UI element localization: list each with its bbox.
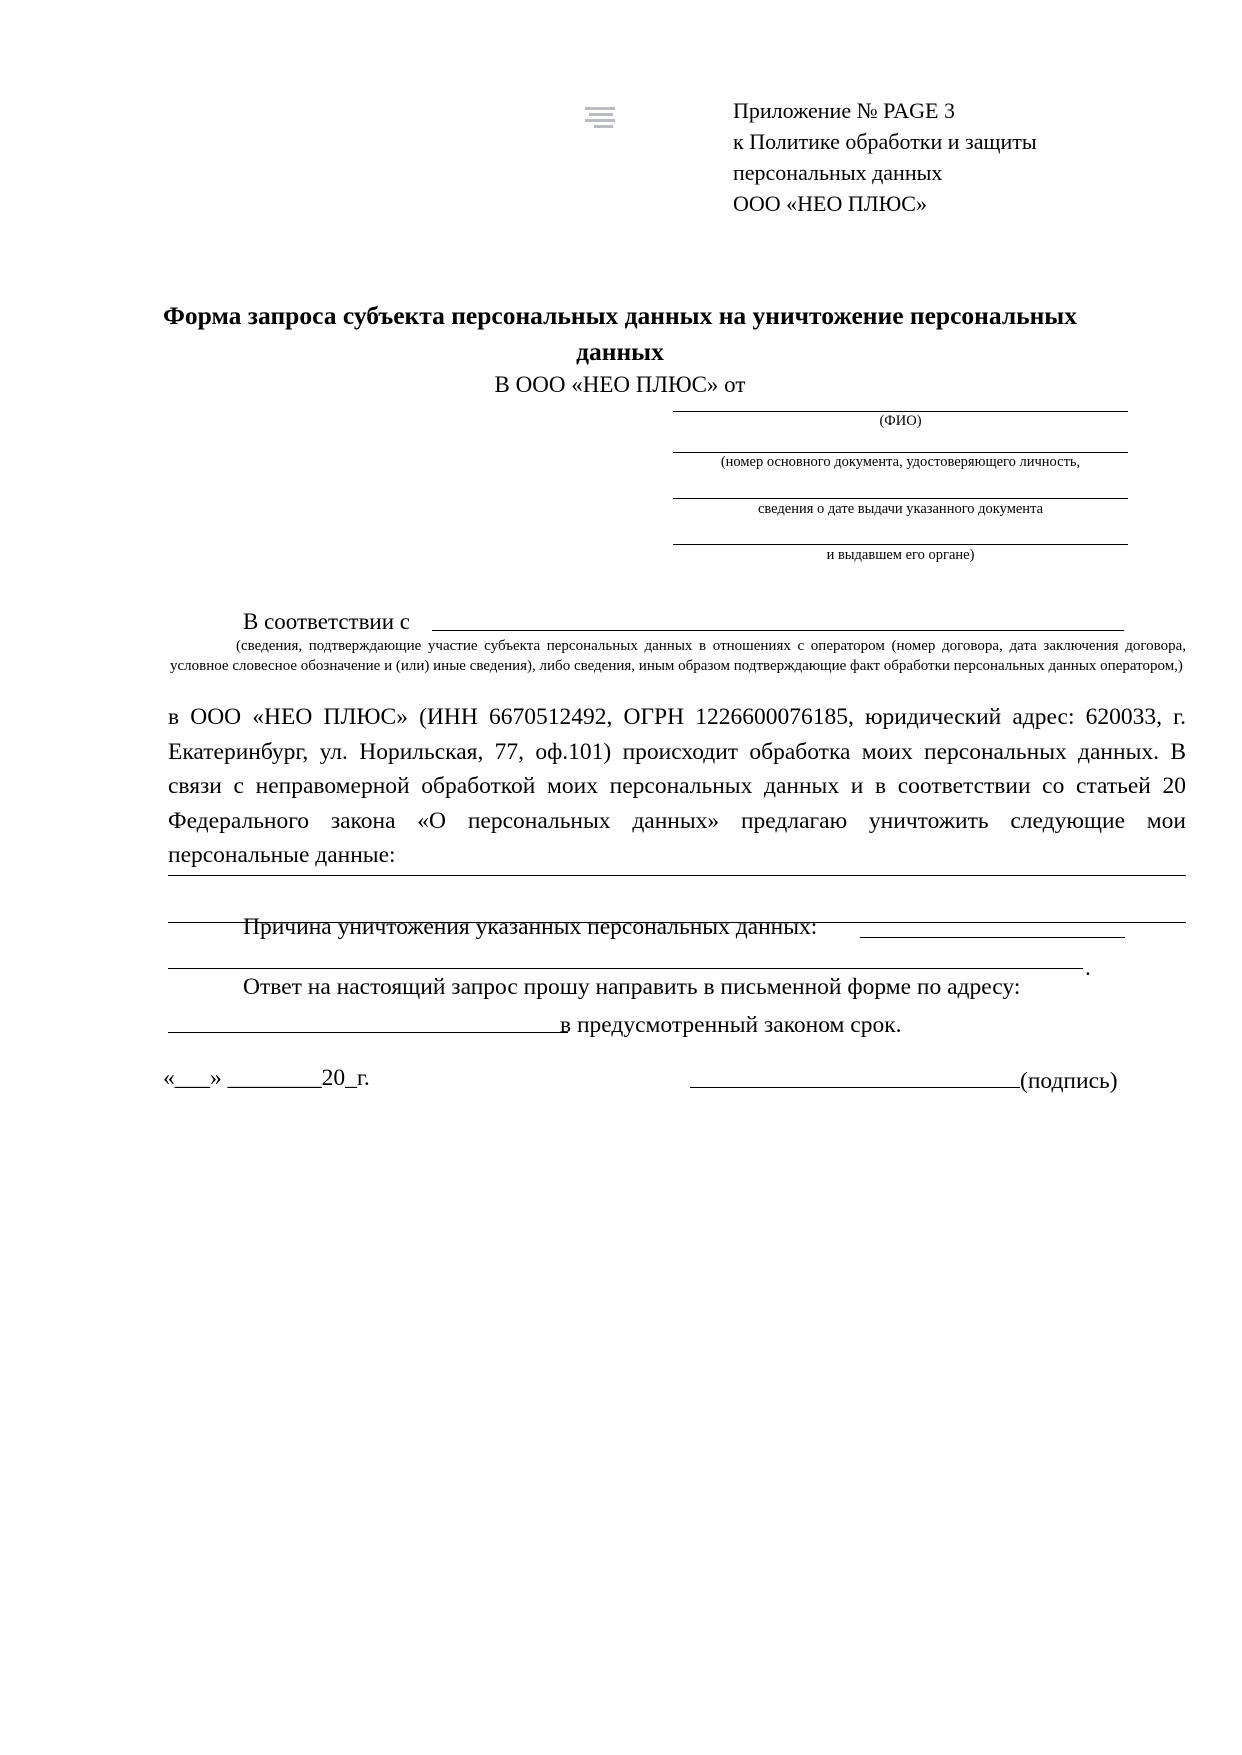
reason-label: Причина уничтожения указанных персональных данных: xyxy=(243,914,818,940)
address-field-rule[interactable] xyxy=(168,1032,568,1033)
in-accordance-label: В соответствии с xyxy=(243,609,411,634)
in-accordance-field-rule[interactable] xyxy=(432,630,1124,631)
header-line-3: персональных данных xyxy=(733,160,943,185)
paragraph-mark-icon xyxy=(585,107,619,133)
header-line-2: к Политике обработки и защиты xyxy=(733,129,1037,154)
header-line-1: Приложение № PAGE 3 xyxy=(733,98,955,123)
reason-end-dot: . xyxy=(1085,955,1091,981)
doc-issuer-field-rule[interactable] xyxy=(673,544,1128,545)
personal-data-line-1[interactable] xyxy=(168,875,1186,876)
note-text-value: (сведения, подтверждающие участие субъекта персональных данных в отношениях с оператором (номер договора, дата заключения договора, условное словесное обозначение и (или) иные сведения), либо сведения, иным образом подтверждающие факт обработки персональных данных оператором,) xyxy=(170,638,1186,674)
signature-rule[interactable] xyxy=(690,1065,1020,1088)
addressee-label: В ООО «НЕО ПЛЮС» от xyxy=(494,372,746,397)
header-text-block xyxy=(733,95,1193,219)
doc-number-caption: (номер основного документа, удостоверяющего личность, xyxy=(720,454,1081,470)
page-title: Форма запроса субъекта персональных данных на уничтожение персональных данных xyxy=(163,301,1077,366)
date-label[interactable]: «___» ________20_г. xyxy=(163,1065,370,1091)
doc-date-field-rule[interactable] xyxy=(673,498,1128,499)
signature-label: (подпись) xyxy=(1020,1068,1118,1094)
term-label: в предусмотренный законом срок. xyxy=(560,1012,902,1038)
answer-label: Ответ на настоящий запрос прошу направить в письменной форме по адресу: xyxy=(243,974,1021,1000)
note-text xyxy=(170,637,1186,676)
doc-issuer-caption: и выдавшем его органе) xyxy=(826,547,975,563)
doc-date-caption: сведения о дате выдачи указанного документа xyxy=(757,501,1044,517)
signature-row[interactable] xyxy=(690,1065,1118,1095)
reason-field-rule-2[interactable] xyxy=(168,968,1083,969)
reason-field-rule-1[interactable] xyxy=(860,937,1125,938)
fio-caption: (ФИО) xyxy=(879,413,922,429)
header-line-4: ООО «НЕО ПЛЮС» xyxy=(733,191,927,216)
body-paragraph: в ООО «НЕО ПЛЮС» (ИНН 6670512492, ОГРН 1226600076185, юридический адрес: 620033, г. Екатеринбург, ул. Норильская, 77, оф.101) происходит обработка моих персональных данных. В связи с неправомерной обработкой моих персональных данных и в соответствии со статьей 20 Федерального закона «О персональных данных» предлагаю уничтожить следующие мои персональные данные: xyxy=(168,704,1186,868)
